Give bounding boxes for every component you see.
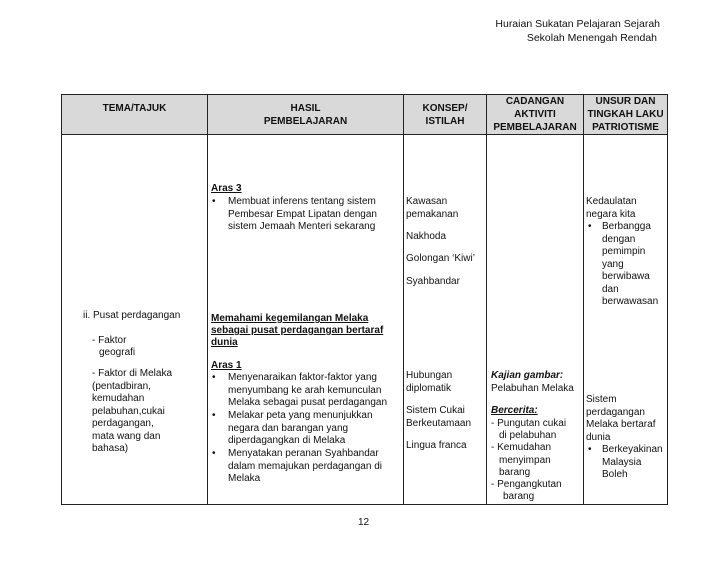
header-title: Huraian Sukatan Pelajaran Sejarah (495, 18, 660, 30)
cadangan-pengangkutan-line2: barang (503, 491, 535, 502)
aras3-bullet-line1: Membuat inferens tentang sistem (228, 196, 376, 207)
col-header-konsep-line2: ISTILAH (425, 115, 465, 127)
aras1-bullet2-line3: diperdagangkan di Melaka (228, 435, 346, 446)
col-header-cadangan-line2: AKTIVITI (514, 109, 556, 120)
col-header-tema (62, 95, 208, 135)
unsur-berbangga: Berbangga (602, 221, 651, 232)
konsep-lingua-franca: Lingua franca (406, 440, 467, 451)
tema-item-ii: ii. Pusat perdagangan (83, 310, 181, 321)
col-header-tema-label: TEMA/TAJUK (102, 103, 167, 114)
bullet-icon: • (212, 410, 216, 421)
aras3-bullet-line2: Pembesar Empat Lipatan dengan (228, 209, 377, 220)
aras1-bullet3-line2: dalam memajukan perdagangan di (228, 461, 382, 472)
cell-tema (62, 135, 208, 505)
col-header-cadangan-line3: PEMBELAJARAN (493, 122, 577, 133)
aras1-bullet1-line2: menyumbang ke arah kemunculan (228, 385, 382, 396)
table-header-row (62, 95, 668, 135)
tema-sub1-line2: geografi (99, 347, 136, 358)
col-header-unsur-line1: UNSUR DAN (595, 96, 656, 107)
unsur-negara-kita: negara kita (586, 209, 636, 220)
tema-sub2-line5: perdagangan, (92, 418, 154, 429)
tema-sub2-line1: - Faktor di Melaka (92, 368, 173, 379)
kajian-gambar-title: Kajian gambar: (491, 370, 564, 381)
konsep-berkeutamaan: Berkeutamaan (406, 418, 472, 429)
cadangan-pengangkutan-line1: - Pengangkutan (491, 479, 562, 490)
aras3-title: Aras 3 (211, 183, 242, 194)
bullet-icon: • (588, 221, 592, 232)
cell-unsur (584, 135, 668, 505)
konsep-nakhoda: Nakhoda (406, 231, 447, 242)
konsep-sistem-cukai: Sistem Cukai (406, 405, 465, 416)
bercerita-title: Bercerita: (491, 405, 538, 416)
cadangan-pungutan-line2: di pelabuhan (499, 430, 557, 441)
aras1-bullet1-line3: Melaka sebagai pusat perdagangan (228, 397, 388, 408)
konsep-hubungan: Hubungan (406, 370, 453, 381)
unsur-melaka-bertaraf: Melaka bertaraf (586, 419, 656, 430)
document-header (495, 17, 660, 45)
col-header-cadangan-line1: CADANGAN (505, 96, 565, 107)
col-header-cadangan (487, 95, 584, 135)
konsep-golongan-kiwi: Golongan ‘Kiwi’ (406, 253, 475, 264)
aras3-bullet-line3: sistem Jemaah Menteri sekarang (228, 221, 376, 232)
unsur-sistem: Sistem (586, 394, 617, 405)
unsur-berwawasan: berwawasan (602, 296, 659, 307)
tema-sub2-line2: (pentadbiran, (92, 381, 151, 392)
cell-konsep (404, 135, 487, 505)
unsur-perdagangan: perdagangan (586, 407, 645, 418)
col-header-hasil-line2: PEMBELAJARAN (263, 115, 348, 127)
page-number: 12 (358, 517, 370, 528)
tema-sub1-line1: - Faktor (92, 335, 127, 346)
cadangan-pungutan-line1: - Pungutan cukai (491, 418, 567, 429)
cell-cadangan (487, 135, 584, 505)
unsur-kedaulatan: Kedaulatan (586, 196, 637, 207)
unsur-yang: yang (602, 259, 624, 270)
konsep-syahbandar: Syahbandar (406, 276, 460, 287)
col-header-unsur-line3: PATRIOTISME (592, 122, 659, 133)
unsur-boleh: Boleh (602, 469, 628, 480)
tema-sub2-line6: mata wang dan (92, 431, 161, 442)
tema-sub2-line7: bahasa) (92, 443, 129, 454)
cell-hasil (208, 135, 404, 505)
konsep-pemakanan: pemakanan (406, 209, 459, 220)
aras1-bullet2-line1: Melakar peta yang menunjukkan (228, 410, 373, 421)
col-header-konsep-line1: KONSEP/ (422, 102, 468, 114)
unsur-berwibawa: berwibawa (602, 271, 650, 282)
col-header-konsep (404, 95, 487, 135)
bullet-icon: • (212, 448, 216, 459)
unsur-berkeyakinan: Berkeyakinan (602, 444, 663, 455)
unsur-malaysia: Malaysia (602, 457, 642, 468)
aras1-title: Aras 1 (211, 360, 242, 371)
syllabus-table (61, 94, 668, 505)
kajian-gambar-text: Pelabuhan Melaka (491, 383, 574, 394)
col-header-hasil (208, 95, 404, 135)
aras1-bullet3-line3: Melaka (228, 473, 261, 484)
cadangan-kemudahan-line1: - Kemudahan (491, 442, 552, 453)
cadangan-kemudahan-line2: menyimpan (499, 455, 551, 466)
bullet-icon: • (588, 444, 592, 455)
unsur-dunia: dunia (586, 432, 611, 443)
section-heading-line1: Memahami kegemilangan Melaka (211, 313, 369, 324)
unsur-pemimpin: pemimpin (602, 246, 646, 257)
tema-sub2-line4: pelabuhan,cukai (92, 406, 165, 417)
bullet-icon: • (212, 372, 216, 383)
section-heading-line3: dunia (211, 337, 238, 348)
aras1-bullet1-line1: Menyenaraikan faktor-faktor yang (228, 372, 377, 383)
col-header-hasil-line1: HASIL (290, 102, 321, 114)
konsep-kawasan: Kawasan (406, 196, 448, 207)
table-row (62, 135, 668, 505)
col-header-unsur (584, 95, 668, 135)
aras1-bullet2-line2: negara dan barangan yang (228, 423, 349, 434)
unsur-dengan: dengan (602, 234, 636, 245)
cadangan-kemudahan-line3: barang (499, 467, 531, 478)
header-subtitle: Sekolah Menengah Rendah (526, 32, 657, 44)
section-heading-line2: sebagai pusat perdagangan bertaraf (211, 325, 384, 336)
bullet-icon: • (212, 196, 216, 207)
tema-sub2-line3: kemudahan (92, 393, 145, 404)
col-header-unsur-line2: TINGKAH LAKU (587, 109, 664, 120)
konsep-diplomatik: diplomatik (406, 383, 452, 394)
aras1-bullet3-line1: Menyatakan peranan Syahbandar (228, 448, 379, 459)
unsur-dan: dan (602, 284, 619, 295)
